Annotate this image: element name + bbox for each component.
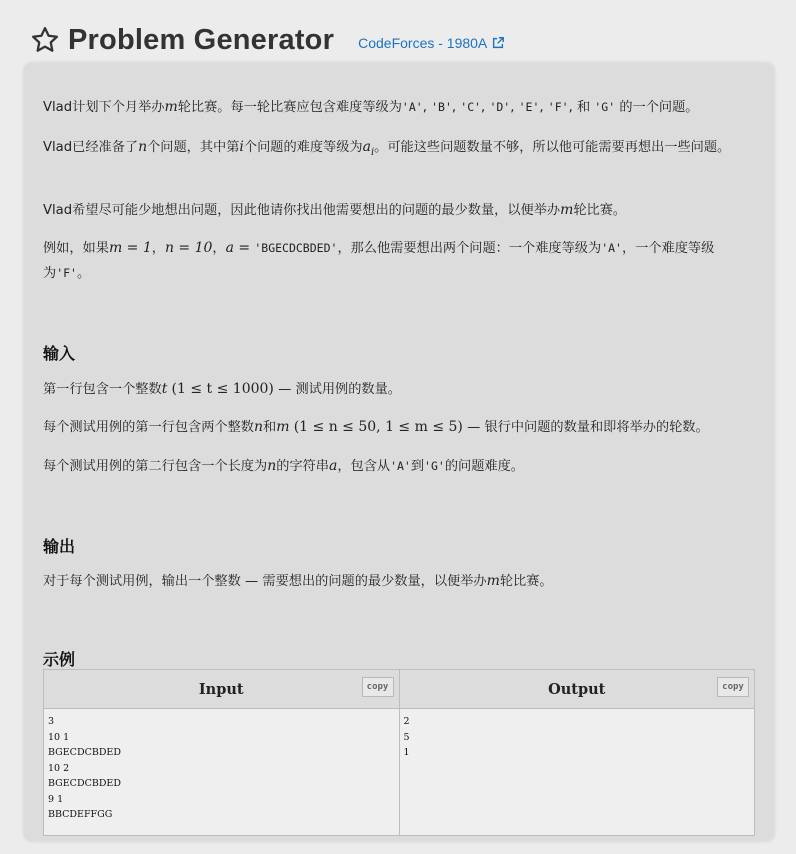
sample-input-text: 3 10 1 BGECDCBDED 10 2 BGECDCBDED 9 1 BBCDEFFGG <box>48 716 121 820</box>
sample-input-header: Input copy <box>44 670 400 709</box>
sample-table <box>43 669 755 836</box>
statement-paragraph-3: Vlad希望尽可能少地想出问题，因此他请你找出他需要想出的问题的最少数量，以便举办m轮比赛。 <box>43 202 627 218</box>
output-paragraph-1: 对于每个测试用例，输出一个整数 — 需要想出的问题的最少数量，以便举办m轮比赛。 <box>43 573 553 589</box>
copy-input-button[interactable]: copy <box>362 677 394 697</box>
source-link-label: CodeForces - 1980A <box>358 35 488 51</box>
source-link[interactable] <box>358 35 505 51</box>
input-paragraph-2: 每个测试用例的第一行包含两个整数n和m (1 ≤ n ≤ 50, 1 ≤ m ≤ 5) — 银行中问题的数量和即将举办的轮数。 <box>43 419 709 435</box>
page-title: Problem Generator <box>68 23 335 56</box>
examples-heading: 示例 <box>43 650 76 669</box>
statement-paragraph-2: Vlad已经准备了n个问题，其中第i个问题的难度等级为$a_i$。可能这些问题数量不够，所以他可能需要再想出一些问题。 <box>43 139 731 158</box>
copy-output-button[interactable]: copy <box>717 677 749 697</box>
output-heading: 输出 <box>43 537 76 556</box>
external-link-icon <box>491 36 505 50</box>
sample-input-cell <box>44 709 400 836</box>
input-paragraph-3: 每个测试用例的第二行包含一个长度为n的字符串a，包含从'A'到'G'的问题难度。 <box>43 458 524 474</box>
statement-paragraph-1: Vlad计划下个月举办m轮比赛。每一轮比赛应包含难度等级为'A', 'B', 'C', 'D', 'E', 'F', 和 'G' 的一个问题。 <box>43 99 699 115</box>
sample-output-cell <box>399 709 755 836</box>
sample-output-header: Output copy <box>399 670 755 709</box>
sample-output-text: 2 5 1 <box>403 716 410 758</box>
input-heading: 输入 <box>43 344 76 363</box>
statement-paragraph-4: 例如，如果m = 1，n = 10，a = 'BGECDCBDED'，那么他需要想出两个问题：一个难度等级为'A'，一个难度等级为'F'。 <box>43 240 715 281</box>
input-paragraph-1: 第一行包含一个整数t (1 ≤ t ≤ 1000) — 测试用例的数量。 <box>43 381 401 397</box>
star-outline-icon[interactable] <box>30 25 60 55</box>
problem-header <box>30 20 505 60</box>
